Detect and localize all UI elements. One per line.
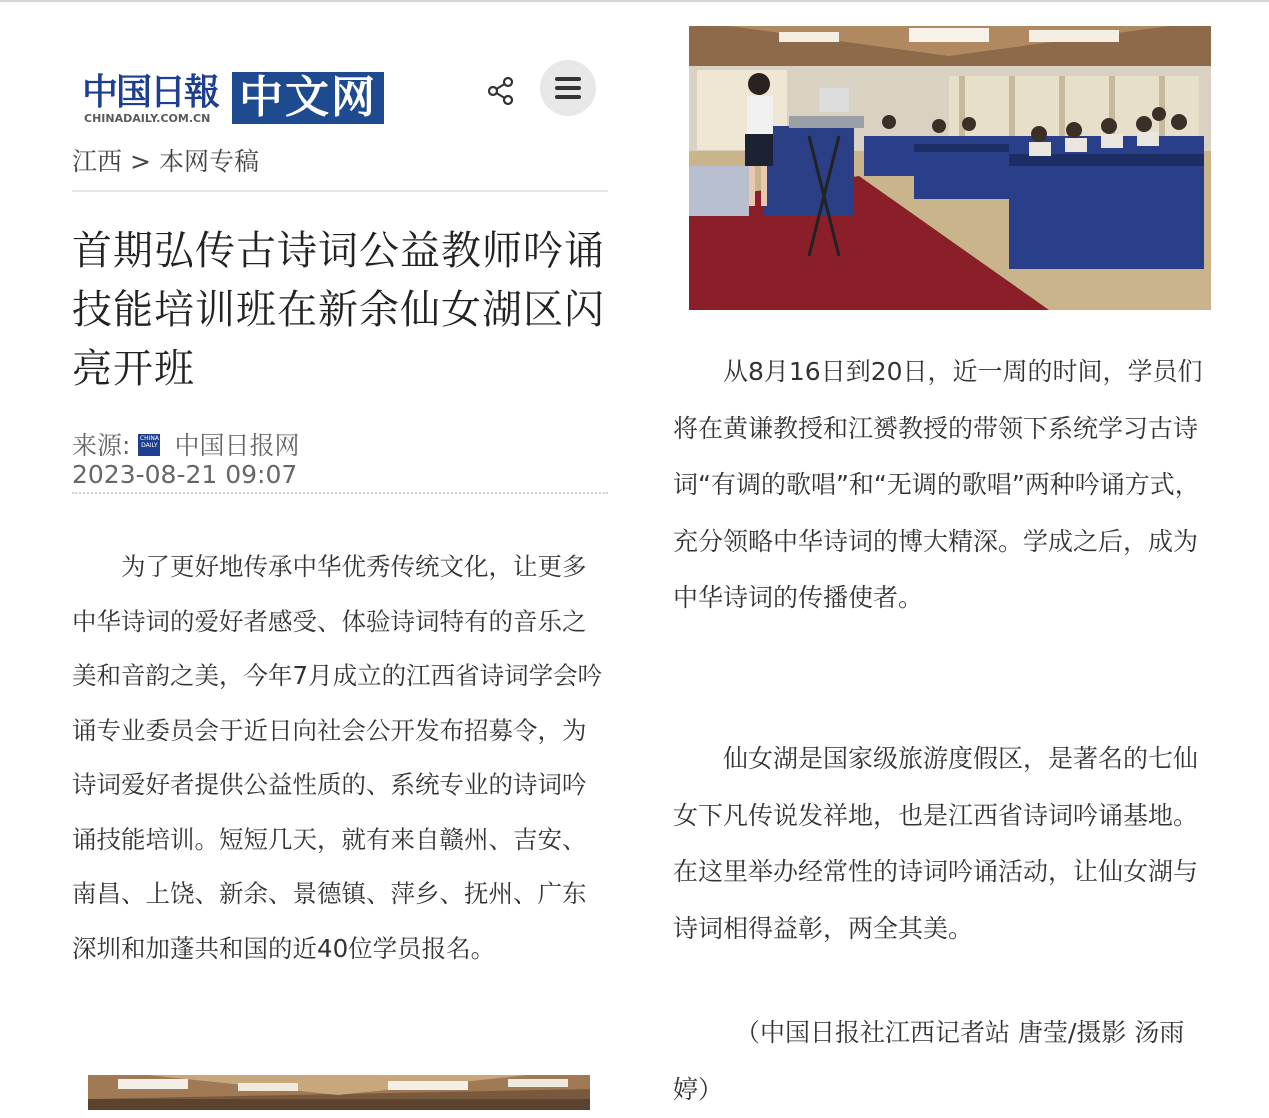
share-button[interactable]: [484, 74, 518, 108]
menu-button[interactable]: [540, 60, 596, 116]
logo-english-text: CHINADAILY.COM.CN: [84, 112, 211, 125]
article-source: [72, 426, 299, 462]
breadcrumb-section-link[interactable]: 江西: [72, 147, 123, 176]
article-datetime: 2023-08-21 09:07: [72, 460, 298, 489]
logo-chinese-text: 中国日報: [82, 71, 219, 113]
article-paragraph-2: 从8月16日到20日，近一周的时间，学员们将在黄谦教授和江赟教授的带领下系统学习古诗词“有调的歌唱”和“无调的歌唱”两种吟诵方式，充分领略中华诗词的博大精深。学成之后，成为中华诗词的传播使者。: [673, 357, 1203, 612]
chinadaily-logo[interactable]: [80, 68, 390, 130]
breadcrumb-sub-link[interactable]: 本网专稿: [158, 147, 259, 176]
source-label: 来源:: [72, 431, 131, 460]
logo-box-text: 中文网: [232, 72, 384, 124]
article-paragraph-3: 仙女湖是国家级旅游度假区，是著名的七仙女下凡传说发祥地，也是江西省诗词吟诵基地。在这里举办经常性的诗词吟诵活动，让仙女湖与诗词相得益彰，两全其美。: [673, 744, 1199, 943]
chinadaily-badge-icon: CHINA DAILY: [138, 434, 160, 456]
breadcrumb: [72, 142, 259, 178]
source-name[interactable]: 中国日报网: [174, 431, 300, 460]
top-divider: [0, 0, 1269, 2]
article-title: 首期弘传古诗词公益教师吟诵技能培训班在新余仙女湖区闪亮开班: [72, 228, 605, 392]
header-divider: [72, 190, 608, 192]
breadcrumb-separator: >: [130, 147, 151, 176]
article-paragraph-1: 为了更好地传承中华优秀传统文化，让更多中华诗词的爱好者感受、体验诗词特有的音乐之美和音韵之美，今年7月成立的江西省诗词学会吟诵专业委员会于近日向社会公开发布招募令，为诗词爱好者提供公益性质的、系统专业的诗词吟诵技能培训。短短几天，就有来自赣州、吉安、南昌、上饶、新余、景德镇、萍乡、抚州、广东深圳和加蓬共和国的近40位学员报名。: [72, 552, 603, 963]
meta-divider: [72, 492, 608, 494]
article-photo-2: [88, 1075, 590, 1110]
article-credit: （中国日报社江西记者站 唐莹/摄影 汤雨婷）: [673, 1018, 1185, 1104]
article-photo-1: [689, 26, 1211, 310]
share-icon: [484, 74, 518, 108]
